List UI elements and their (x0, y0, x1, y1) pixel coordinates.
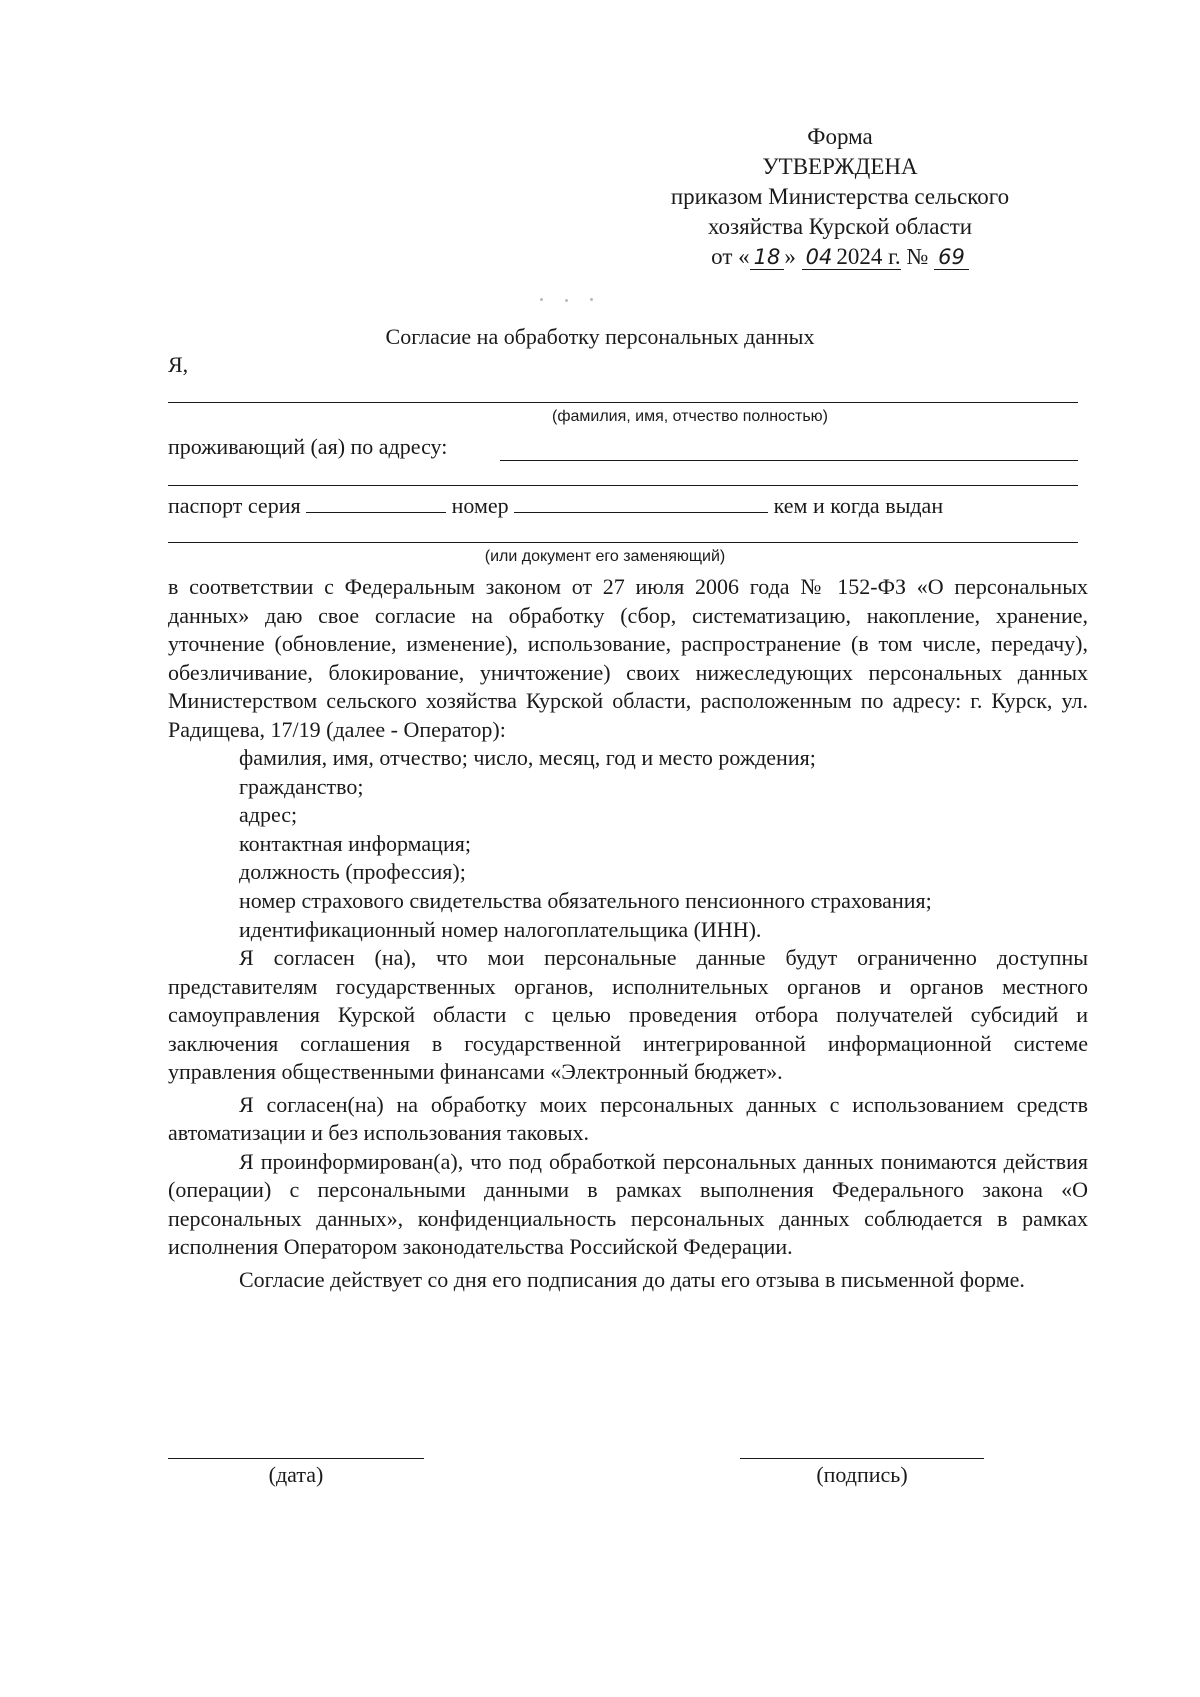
approval-block (640, 122, 1040, 272)
passport-row (168, 492, 943, 519)
passport-series-label: паспорт серия (168, 493, 301, 518)
order-line: приказом Министерства сельского (670, 184, 1010, 209)
date-prefix: от « (711, 244, 750, 269)
address-label: проживающий (ая) по адресу: (168, 434, 448, 459)
signature-blank-line[interactable] (740, 1458, 984, 1459)
ministry-line: хозяйства Курской области (707, 214, 973, 239)
passport-series-field[interactable] (306, 492, 446, 513)
automation-paragraph: Я согласен(на) на обработку моих персональных данных с использованием средств автоматизации и без использования таковых. (168, 1091, 1088, 1146)
address-blank-line-2[interactable] (168, 485, 1078, 486)
date-blank-line[interactable] (168, 1458, 424, 1459)
scan-mark (565, 299, 568, 302)
list-item: контактная информация; (239, 830, 471, 856)
signature-caption: (подпись) (816, 1462, 908, 1487)
consent-body (168, 573, 1088, 1294)
passport-issued-label: кем и когда выдан (773, 493, 944, 518)
handwritten-day: 18 (750, 245, 785, 270)
passport-number-field[interactable] (514, 492, 768, 513)
number-label: № (906, 244, 929, 269)
document-title: Согласие на обработку персональных данных (385, 324, 815, 349)
validity-paragraph: Согласие действует со дня его подписания до даты его отзыва в письменной форме. (239, 1266, 1025, 1292)
list-item: номер страхового свидетельства обязательного пенсионного страхования; (239, 887, 932, 913)
passport-issued-blank-line[interactable] (168, 542, 1078, 543)
date-caption: (дата) (268, 1462, 324, 1487)
list-item: адрес; (239, 802, 298, 828)
form-label: Форма (807, 124, 873, 149)
list-item: гражданство; (239, 773, 364, 799)
access-paragraph: Я согласен (на), что мои персональные данные будут ограниченно доступны представителям государственных органов, исполнительных органов и органов местного самоуправления Курской области с целью проведения отбора получателей субсидий и заключения соглашения в государственной интегрированной информационной системе управления общественными финансами «Электронный бюджет». (168, 945, 1088, 1085)
handwritten-order-number: 69 (934, 245, 969, 270)
order-year: 2024 г. (836, 244, 901, 269)
approved-label: УТВЕРЖДЕНА (762, 154, 918, 179)
scan-mark (540, 298, 543, 301)
document-caption: (или документ его заменяющий) (484, 548, 726, 565)
list-item: фамилия, имя, отчество; число, месяц, год и место рождения; (239, 745, 816, 770)
order-date-line (640, 242, 1040, 272)
personal-data-list (168, 744, 1088, 944)
fio-caption: (фамилия, имя, отчество полностью) (551, 408, 829, 425)
handwritten-month: 04 (802, 245, 837, 270)
address-blank-line[interactable] (500, 460, 1078, 461)
scan-mark (590, 298, 593, 301)
list-item: должность (профессия); (239, 859, 466, 885)
fio-blank-line[interactable] (168, 402, 1078, 403)
informed-paragraph: Я проинформирован(а), что под обработкой персональных данных понимаются действия (операции) с персональными данными в рамках выполнения Федерального закона «О персональных данных», конфиденциальность персональных данных соблюдается в рамках исполнения Оператором законодательства Российской Федерации. (168, 1148, 1088, 1260)
passport-number-label: номер (451, 493, 509, 518)
list-item: идентификационный номер налогоплательщика (ИНН). (239, 916, 762, 942)
date-separator: » (784, 244, 796, 269)
ya-label: Я, (168, 352, 189, 377)
intro-paragraph: в соответствии с Федеральным законом от 27 июля 2006 года № 152-ФЗ «О персональных данных» даю свое согласие на обработку (сбор, систематизацию, накопление, хранение, уточнение (обновление, изменение), использование, распространение (в том числе, передачу), обезличивание, блокирование, уничтожение) своих нижеследующих персональных данных Министерством сельского хозяйства Курской области, расположенным по адресу: г. Курск, ул. Радищева, 17/19 (далее - Оператор): (168, 574, 1088, 742)
